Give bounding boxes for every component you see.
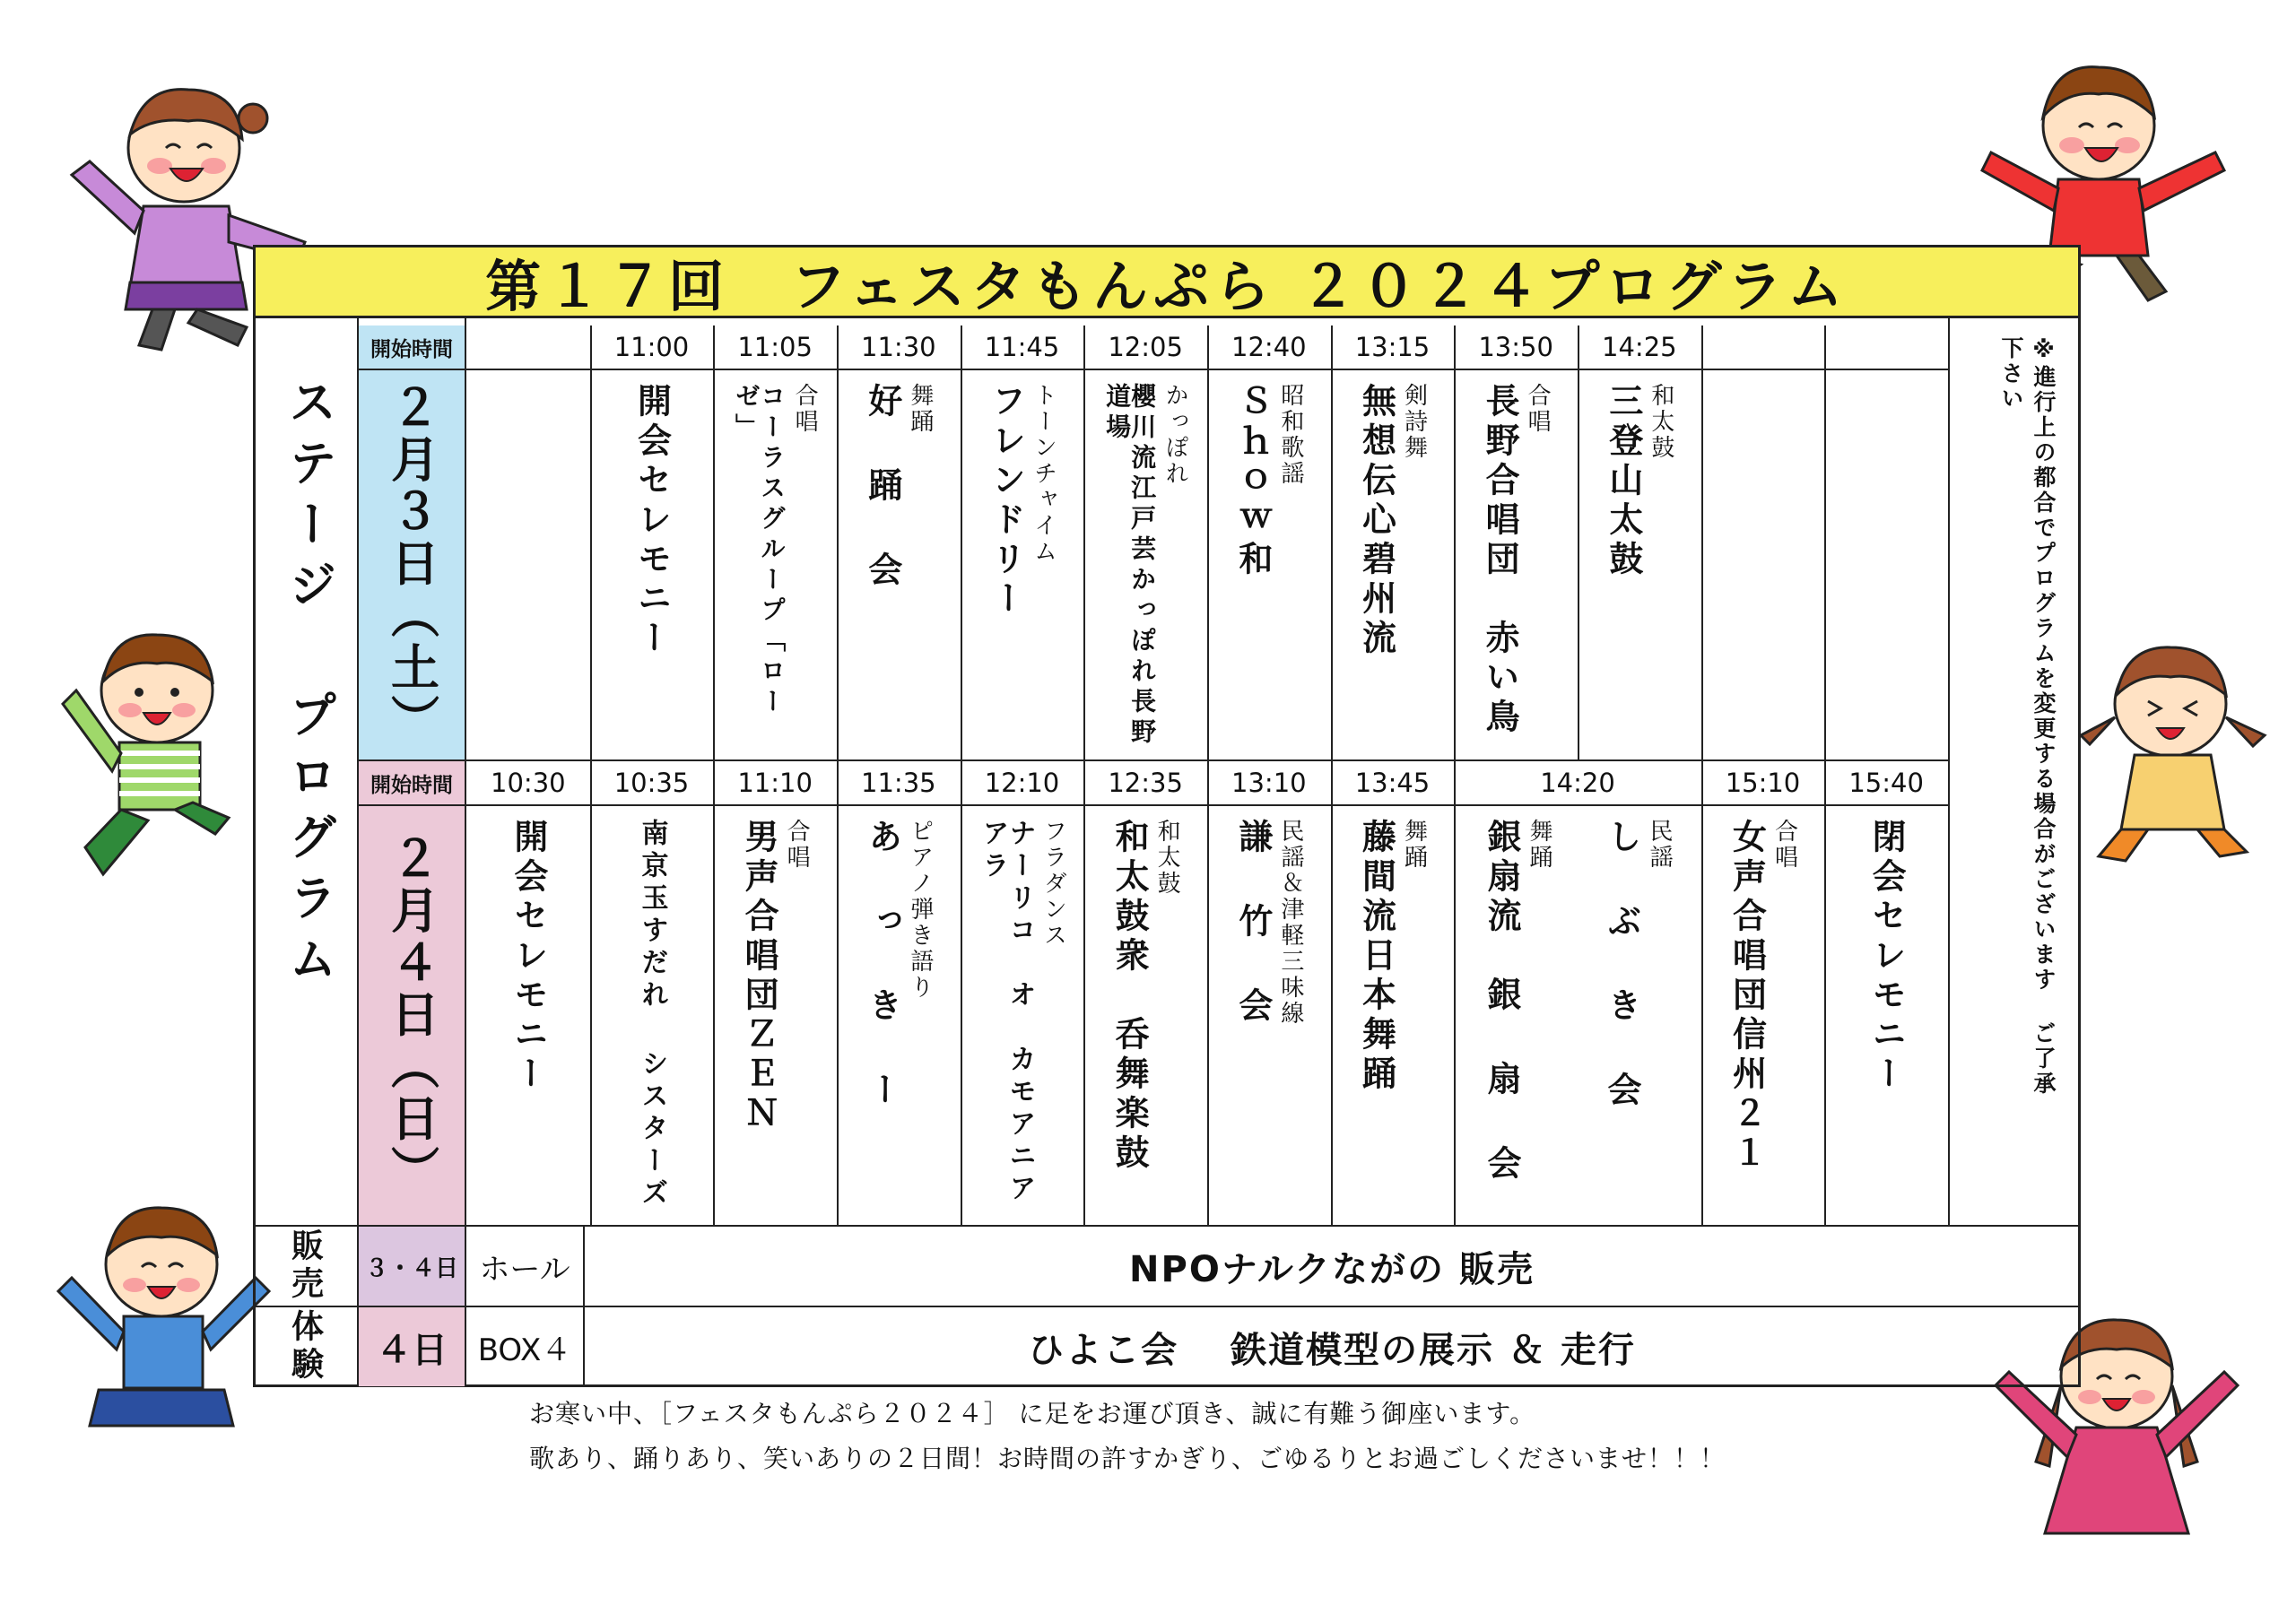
- program-performer: 謙 竹 会: [1232, 819, 1273, 1027]
- day2-column-divider: [961, 761, 962, 1225]
- day2-program-6: [1207, 804, 1331, 1225]
- day2-time-8: 14:20: [1540, 768, 1615, 798]
- day2-time-7: 13:45: [1354, 768, 1431, 798]
- day1-program-0: [466, 369, 590, 759]
- day-divider: [357, 759, 1948, 761]
- day1-program-8: [1454, 369, 1578, 759]
- program-performer: 銀扇流 銀 扇 会: [1481, 819, 1521, 1185]
- program-performer: 女声合唱団信州２１: [1726, 819, 1767, 1174]
- day2-column-divider: [1207, 761, 1209, 1225]
- program-performer: ナーリコ オ カモアニアアラ: [977, 819, 1036, 1206]
- day1-column-divider: [1331, 325, 1333, 759]
- day1-time-5: 12:05: [1108, 332, 1183, 362]
- boy-striped-illustration: [49, 619, 256, 888]
- sales-date: ３・４日: [364, 1254, 458, 1282]
- day2-program-9: [1701, 804, 1825, 1225]
- experience-content: ひよこ会 鉄道模型の展示 ＆ 走行: [1028, 1329, 1636, 1371]
- experience-location: BOX４: [477, 1332, 572, 1368]
- day2-program-0: [466, 804, 590, 1225]
- day1-date: ２月３日（土）: [383, 382, 440, 746]
- day2-program-10: [1824, 804, 1948, 1225]
- day2-time-4: 12:10: [984, 768, 1060, 798]
- day2-column-divider: [1454, 761, 1456, 1225]
- day1-program-4: [961, 369, 1084, 759]
- experience-date: ４日: [376, 1329, 448, 1371]
- day2-column-divider: [837, 761, 839, 1225]
- day2-start-time-label: 開始時間: [370, 773, 453, 797]
- day2-time-2: 11:10: [737, 768, 813, 798]
- program-performer: 長野合唱団 赤い鳥: [1480, 383, 1520, 738]
- program-performer: 男声合唱団ＺＥＮ: [739, 819, 779, 1134]
- day2-column-divider: [1331, 761, 1333, 1225]
- day1-program-11: [1824, 369, 1948, 759]
- day1-time-7: 13:15: [1354, 332, 1431, 362]
- day2-time-3: 11:35: [861, 768, 936, 798]
- program-genre: 舞踊: [1525, 819, 1552, 871]
- sales-location: ホール: [479, 1251, 570, 1288]
- program-performer: コーラスグループ「ローゼ」: [732, 383, 787, 718]
- program-title-bar: [253, 245, 2081, 318]
- day2-program-2: [713, 804, 837, 1225]
- day1-column-divider: [961, 325, 962, 759]
- day2-time-0: 10:30: [491, 768, 566, 798]
- footer-line-1: お寒い中、［フェスタもんぷら２０２４］ に足をお運び頂き、誠に有難う御座います。: [529, 1399, 1536, 1428]
- day2-program-7: [1331, 804, 1455, 1225]
- day1-time-9: 14:25: [1602, 332, 1677, 362]
- program-performer: フレンドリー: [986, 383, 1026, 620]
- day2-time-5: 12:35: [1108, 768, 1183, 798]
- program-genre: 舞踊: [1400, 819, 1428, 871]
- day1-column-divider: [1083, 325, 1085, 759]
- day1-time-1: 11:00: [613, 332, 690, 362]
- program-performer: 閉会セレモニー: [1866, 819, 1907, 1095]
- day1-program-1: [590, 369, 714, 759]
- program-genre: 舞踊: [906, 383, 934, 435]
- day2-column-divider: [590, 761, 592, 1225]
- day2-time-10: 15:40: [1848, 768, 1924, 798]
- day1-program-6: [1207, 369, 1331, 759]
- day1-column-divider: [1824, 325, 1826, 759]
- program-performer: 南京玉すだれ シスターズ: [636, 819, 668, 1211]
- day1-program-3: [837, 369, 961, 759]
- day2-program-3: [837, 804, 961, 1225]
- program-genre: 和太鼓: [1647, 383, 1674, 461]
- program-performer: 藤間流日本舞踊: [1356, 819, 1396, 1095]
- day2-column-divider: [713, 761, 715, 1225]
- program-performer: 三登山太鼓: [1603, 383, 1643, 580]
- day1-time-4: 11:45: [984, 332, 1060, 362]
- day2-time-6: 13:10: [1231, 768, 1307, 798]
- program-performer: 無想伝心碧州流: [1356, 383, 1396, 659]
- day1-column-divider: [837, 325, 839, 759]
- program-performer: 櫻川流江戸芸かっぽれ長野道場: [1102, 383, 1158, 749]
- day1-column-divider: [1454, 325, 1456, 759]
- day1-program-5: [1083, 369, 1207, 759]
- day1-program-2: [713, 369, 837, 759]
- day2-date: ２月４日（日）: [383, 832, 440, 1197]
- day2-header-line: [357, 804, 1948, 806]
- program-performer: Ｓｈｏｗ和: [1232, 383, 1273, 580]
- program-genre: 合唱: [783, 819, 811, 871]
- day1-column-divider: [1207, 325, 1209, 759]
- boy-blue-illustration: [45, 1188, 278, 1448]
- day1-column-divider: [713, 325, 715, 759]
- day1-column-divider: [1701, 325, 1703, 759]
- experience-label: 体験: [286, 1309, 324, 1384]
- day1-column-divider: [590, 325, 592, 759]
- day2-program-1: [590, 804, 714, 1225]
- day1-time-11: [1824, 325, 1948, 369]
- stage-program-label: ステージ プログラム: [281, 377, 338, 994]
- day1-time-6: 12:40: [1231, 332, 1307, 362]
- day2-column-divider: [1083, 761, 1085, 1225]
- program-performer: あ っ き ー: [862, 819, 902, 1111]
- program-genre: 合唱: [1524, 383, 1552, 435]
- day1-column-divider: [1578, 325, 1579, 759]
- program-performer: 和太鼓衆 呑舞楽鼓: [1109, 819, 1150, 1174]
- program-genre: 合唱: [1770, 819, 1798, 871]
- day2-column-divider: [1701, 761, 1703, 1225]
- day1-program-9: [1578, 369, 1701, 759]
- program-genre: 合唱: [791, 383, 819, 435]
- program-genre: ピアノ弾き語り: [906, 819, 934, 1001]
- day2-time-9: 15:10: [1725, 768, 1801, 798]
- note-column-divider: [1948, 318, 1950, 1226]
- sales-label: 販売: [286, 1228, 324, 1304]
- day1-start-time-label: 開始時間: [370, 337, 453, 361]
- program-genre: 民謡＆津軽三味線: [1276, 819, 1304, 1027]
- day1-header-line: [357, 369, 1948, 370]
- girl-yellow-illustration: [2063, 628, 2287, 870]
- day1-program-10: [1701, 369, 1825, 759]
- program-genre: フラダンス: [1039, 819, 1067, 949]
- spacer: [1560, 819, 1596, 1225]
- program-genre: かっぽれ: [1161, 383, 1189, 487]
- program-performer: 開会セレモニー: [631, 383, 672, 659]
- day2-column-divider: [1824, 761, 1826, 1225]
- footer-line-2: 歌あり、踊りあり、笑いありの２日間！お時間の許すかぎり、ごゆるりとお過ごしくださいませ！！！: [529, 1444, 1726, 1473]
- program-genre: 民謡: [1645, 819, 1673, 871]
- day2-program-4: [961, 804, 1084, 1225]
- day2-time-1: 10:35: [613, 768, 690, 798]
- program-genre: 和太鼓: [1153, 819, 1181, 897]
- day1-time-10: [1701, 325, 1825, 369]
- program-genre: トーンチャイム: [1030, 383, 1057, 565]
- program-genre: 昭和歌謡: [1276, 383, 1304, 487]
- day2-program-5: [1083, 804, 1207, 1225]
- program-title: 第１７回 フェスタもんぷら ２０２４プログラム: [485, 253, 1848, 319]
- day1-time-8: 13:50: [1478, 332, 1553, 362]
- schedule-change-note: ※進行上の都合でプログラムを変更する場合がございます ご了承下さい: [1998, 336, 2057, 1097]
- program-performer: 好 踊 会: [862, 383, 902, 591]
- day1-time-2: 11:05: [737, 332, 813, 362]
- program-performer: し ぶ き 会: [1601, 819, 1641, 1111]
- day2-program-8: [1454, 804, 1700, 1225]
- day1-program-7: [1331, 369, 1455, 759]
- program-performer: 開会セレモニー: [508, 819, 548, 1095]
- program-genre: 剣詩舞: [1400, 383, 1428, 461]
- day1-time-3: 11:30: [861, 332, 936, 362]
- day1-time-0: [466, 325, 590, 369]
- sales-content: NPOナルクながの 販売: [1129, 1248, 1535, 1290]
